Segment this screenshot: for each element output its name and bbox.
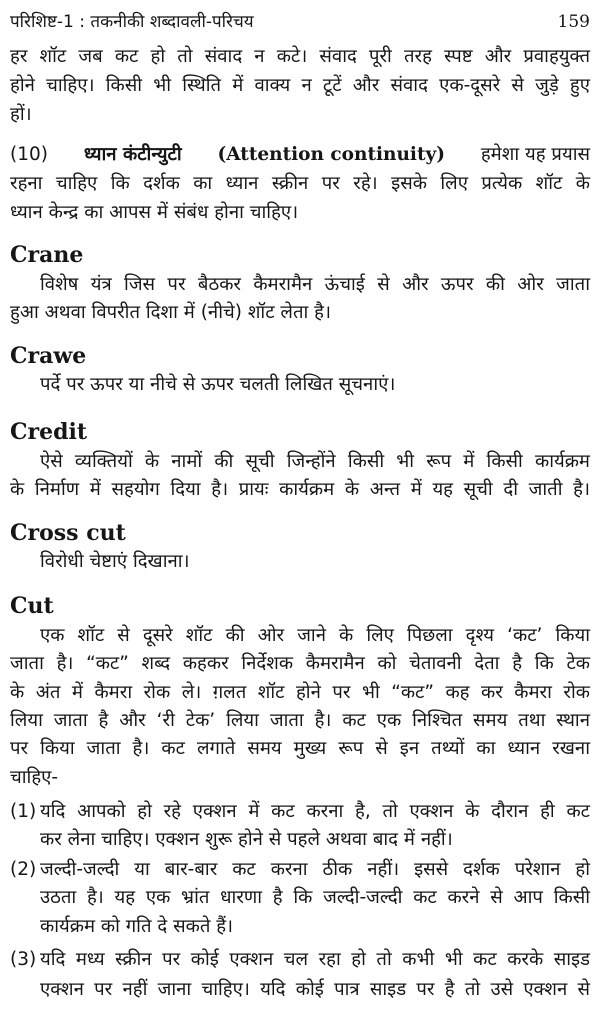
body-line: रहना चाहिए कि दर्शक का ध्यान स्क्रीन पर रहे। इसके लिए प्रत्येक शॉट के: [10, 173, 590, 194]
term-crawe: Crawe: [10, 343, 87, 369]
point-text: हमेशा यह प्रयास: [480, 144, 590, 165]
definition-line: हुआ अथवा विपरीत दिशा में (नीचे) शॉट लेता है।: [10, 302, 331, 323]
definition-line: विरोधी चेष्टाएं दिखाना।: [40, 551, 190, 572]
list-item-line: यदि मध्य स्क्रीन पर कोई एक्शन चल रहा हो तो कभी भी कट करके साइड: [40, 949, 590, 970]
point-number: (10): [10, 144, 48, 165]
list-item-line: कर लेना चाहिए। एक्शन शुरू होने से पहले अथवा बाद में नहीं।: [40, 829, 453, 850]
point-title: ध्यान कंटीन्युटी: [83, 144, 182, 165]
definition-line: चाहिए-: [10, 767, 59, 788]
header-title: परिशिष्ट-1 : तकनीकी शब्दावली-परिचय: [10, 12, 254, 32]
list-item-line: उठता है। यह एक भ्रांत धारणा है कि जल्दी-जल्दी कट करने से आप किसी: [40, 887, 590, 908]
definition-line: एक शॉट से दूसरे शॉट की ओर जाने के लिए पिछला दृश्य ‘कट’ किया: [40, 625, 590, 646]
definition-line: जाता है। “कट” शब्द कहकर निर्देशक कैमरामैन को चेतावनी देता है कि टेक: [10, 653, 590, 674]
definition-line: के अंत में कैमरा रोक ले। ग़लत शॉट होने पर भी “कट” कह कर कैमरा रोक: [10, 682, 590, 703]
list-item-number: (3): [10, 949, 37, 970]
definition-line: के निर्माण में सहयोग दिया है। प्रायः कार्यक्रम के अन्त में यह सूची दी जाती है।: [10, 479, 590, 500]
list-item-line: यदि आपको हो रहे एक्शन में कट करना है, तो एक्शन के दौरान ही कट: [40, 801, 590, 822]
list-item-number: (1): [10, 801, 37, 822]
definition-line: पर्दे पर ऊपर या नीचे से ऊपर चलती लिखित सूचनाएं।: [40, 374, 396, 395]
body-line: ध्यान केन्द्र का आपस में संबंध होना चाहिए।: [10, 202, 299, 223]
definition-line: पर किया जाता है। कट लगाते समय मुख्य रूप से इन तथ्यों का ध्यान रखना: [10, 738, 590, 759]
term-cut: Cut: [10, 593, 54, 619]
term-crane: Crane: [10, 242, 84, 268]
list-item-line: एक्शन पर नहीं जाना चाहिए। यदि कोई पात्र साइड पर है तो उसे एक्शन से: [40, 979, 590, 1000]
page-number: 159: [557, 12, 590, 32]
list-item-line: जल्दी-जल्दी या बार-बार कट करना ठीक नहीं। इससे दर्शक परेशान हो: [40, 859, 590, 880]
definition-line: लिया जाता है और ‘री टेक’ लिया जाता है। कट एक निश्चित समय तथा स्थान: [10, 710, 590, 731]
term-cross-cut: Cross cut: [10, 520, 126, 546]
definition-line: ऐसे व्यक्तियों के नामों की सूची जिन्होंने किसी भी रूप में किसी कार्यक्रम: [40, 451, 590, 472]
point-title-english: (Attention continuity): [217, 144, 446, 165]
running-header: [10, 10, 590, 34]
list-item-line: कार्यक्रम को गति दे सकते हैं।: [40, 916, 234, 937]
body-line: होने चाहिए। किसी भी स्थिति में वाक्य न टूटें और संवाद एक-दूसरे से जुड़े हुए: [10, 75, 590, 96]
body-line: हर शॉट जब कट हो तो संवाद न कटे। संवाद पूरी तरह स्पष्ट और प्रवाहयुक्त: [10, 46, 590, 67]
term-credit: Credit: [10, 419, 87, 445]
point-10-heading: [10, 141, 590, 169]
definition-line: विशेष यंत्र जिस पर बैठकर कैमरामैन ऊंचाई से और ऊपर की ओर जाता: [40, 274, 590, 295]
body-line: हों।: [10, 104, 32, 125]
list-item-number: (2): [10, 859, 37, 880]
